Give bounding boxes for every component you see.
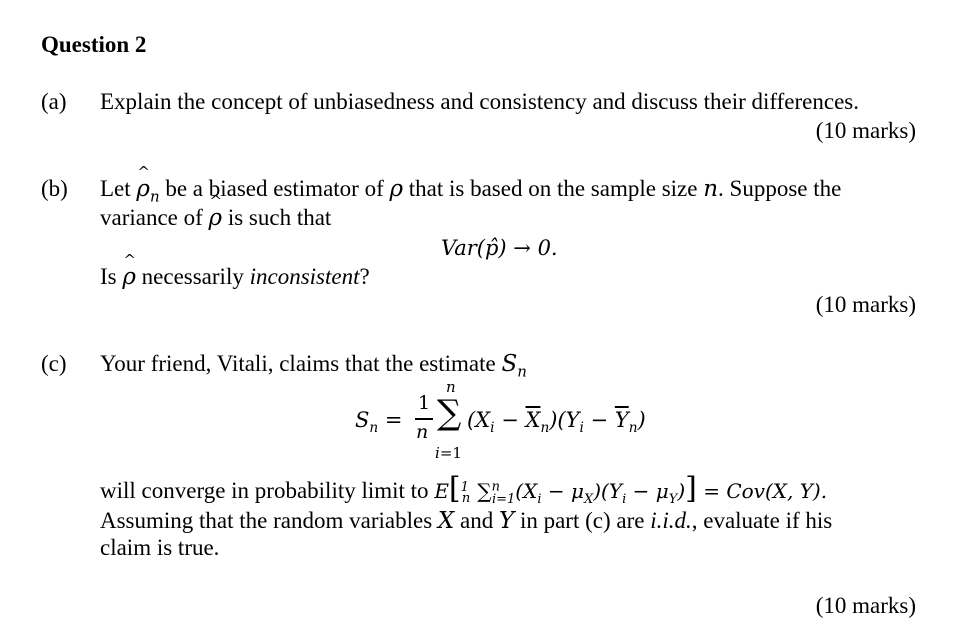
expectation-expression: E[$^1_n$ $\sum^n_{i=1}(X_i - \mu_X)(Y_i - \mu_Y)] = Cov(X$, Y). — [434, 471, 828, 507]
rho-symbol: ρ — [389, 176, 404, 202]
sn-lhs: $S_n$ = — [355, 408, 403, 437]
p-hat-symbol: ^ ρ — [122, 264, 136, 290]
frac-numerator: 1 — [418, 392, 431, 414]
part-b-text: variance of — [100, 205, 209, 230]
y-symbol: Y — [499, 508, 515, 534]
summation-symbol: ∑ — [437, 393, 462, 433]
s-n-symbol: $S_n$ — [501, 351, 527, 381]
part-b-text: be a biased estimator of — [159, 176, 390, 201]
part-b-text: that is based on the sample size — [403, 176, 704, 201]
part-b-label: (b) — [41, 176, 68, 201]
part-c-text: Your friend, Vitali, claims that the estimate — [100, 351, 502, 376]
part-c-text: in part (c) are — [514, 508, 651, 533]
sn-equation — [355, 378, 675, 462]
part-b-question — [100, 264, 370, 290]
part-b-text: necessarily — [135, 264, 250, 289]
sum-lower-limit: i=1 — [435, 444, 462, 462]
p-hat-symbol: ^ ρ — [209, 205, 223, 231]
variance-equation: Var(p̂) → 0. — [441, 236, 558, 260]
subscript-n: n — [149, 187, 160, 206]
part-c-assumption-end: claim is true. — [100, 535, 220, 560]
part-c-assumption — [100, 508, 832, 534]
part-c-text: Assuming that the random variables — [100, 508, 438, 533]
part-c-marks: (10 marks) — [815, 593, 916, 618]
frac-denominator: n — [416, 421, 429, 443]
fraction-bar — [415, 418, 433, 420]
part-c-text: and — [454, 508, 499, 533]
iid-term: i.i.d. — [650, 508, 692, 533]
part-a-text: Explain the concept of unbiasedness and consistency and discuss their differences. — [100, 89, 859, 114]
part-b-text: . Suppose the — [718, 176, 842, 201]
part-b-text: ? — [359, 264, 370, 289]
sum-body: $(X_i - \overline{X}_n)(Y_i - \overline{Y}_n)$ — [467, 408, 646, 437]
inconsistent-word: inconsistent — [249, 264, 360, 289]
part-c-text: , evaluate if his — [691, 508, 833, 533]
part-c-intro — [100, 351, 527, 381]
part-a-marks: (10 marks) — [815, 118, 916, 143]
x-symbol: X — [437, 508, 455, 534]
part-b-text: is such that — [222, 205, 332, 230]
part-c-text: will converge in probability limit to — [100, 478, 435, 503]
part-c-convergence — [100, 471, 827, 507]
question-title: Question 2 — [41, 32, 147, 57]
p-hat-n-symbol: ^ ρ — [136, 176, 150, 202]
sum-upper-limit: n — [446, 378, 456, 396]
part-b-marks: (10 marks) — [815, 292, 916, 317]
n-symbol: n — [703, 176, 719, 202]
part-b-line2 — [100, 205, 331, 231]
part-c-label: (c) — [41, 351, 67, 376]
part-b-text: Is — [100, 264, 123, 289]
part-a-label: (a) — [41, 89, 67, 114]
part-b-text: Let — [100, 176, 137, 201]
